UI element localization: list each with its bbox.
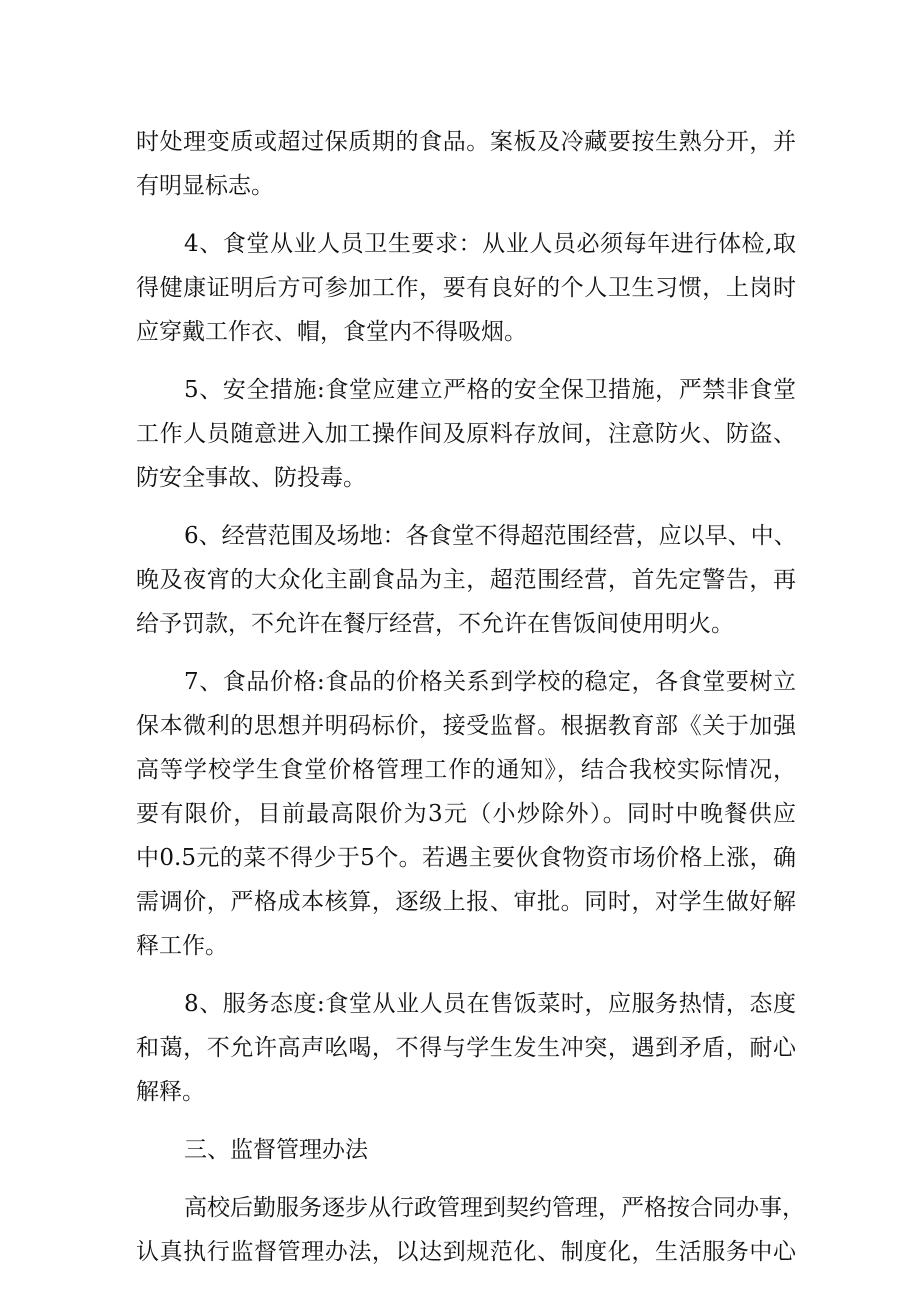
text-line: 5、安全措施:食堂应建立严格的安全保卫措施，严禁非食堂 [184, 377, 796, 403]
text-line: 解释。 [136, 1079, 205, 1105]
text-line: 高校后勤服务逐步从行政管理到契约管理，严格按合同办事， [184, 1195, 805, 1221]
text-line: 得健康证明后方可参加工作，要有良好的个人卫生习惯，上岗时 [136, 275, 796, 301]
text-line: 工作人员随意进入加工操作间及原料存放间，注意防火、防盗、 [136, 421, 796, 447]
text-line: 中0.5元的菜不得少于5个。若遇主要伙食物资市场价格上涨，确 [136, 845, 796, 871]
text-line: 晚及夜宵的大众化主副食品为主，超范围经营，首先定警告，再 [136, 567, 796, 593]
text-line: 给予罚款，不允许在餐厅经营，不允许在售饭间使用明火。 [136, 611, 734, 637]
text-line: 高等学校学生食堂价格管理工作的通知》，结合我校实际情况， [136, 757, 796, 783]
text-line: 6、经营范围及场地：各食堂不得超范围经营，应以早、中、 [184, 523, 797, 549]
section-heading-3 [136, 1128, 796, 1172]
text-line: 要有限价，目前最高限价为3元（小炒除外）。同时中晚餐供应 [136, 801, 796, 827]
text-line: 保本微利的思想并明码标价，接受监督。根据教育部《关于加强 [136, 713, 796, 739]
text-line: 需调价，严格成本核算，逐级上报、审批。同时，对学生做好解 [136, 889, 796, 915]
section-heading-text: 三、监督管理办法 [184, 1137, 368, 1163]
paragraph-continuation [136, 120, 796, 208]
text-line: 防安全事故、防投毒。 [136, 465, 366, 491]
paragraph-item-6 [136, 514, 796, 646]
text-line: 释工作。 [136, 933, 228, 959]
text-line: 有明显标志。 [136, 173, 274, 199]
document-body [136, 120, 805, 1274]
text-line: 认真执行监督管理办法，以达到规范化、制度化，生活服务中心 [136, 1239, 796, 1265]
text-line: 应穿戴工作衣、帽，食堂内不得吸烟。 [136, 319, 527, 345]
text-line: 7、食品价格:食品的价格关系到学校的稳定，各食堂要树立 [184, 669, 796, 695]
paragraph-item-5 [136, 368, 796, 500]
paragraph-item-8 [136, 982, 796, 1114]
paragraph-item-7 [136, 660, 796, 968]
paragraph-supervision [136, 1186, 805, 1274]
paragraph-item-4 [136, 222, 796, 354]
text-line: 4、食堂从业人员卫生要求：从业人员必须每年进行体检,取 [184, 231, 796, 257]
text-line: 8、服务态度:食堂从业人员在售饭菜时，应服务热情，态度 [184, 991, 796, 1017]
text-line: 时处理变质或超过保质期的食品。案板及冷藏要按生熟分开，并 [136, 129, 796, 155]
text-line: 和蔼，不允许高声吆喝，不得与学生发生冲突，遇到矛盾，耐心 [136, 1035, 796, 1061]
